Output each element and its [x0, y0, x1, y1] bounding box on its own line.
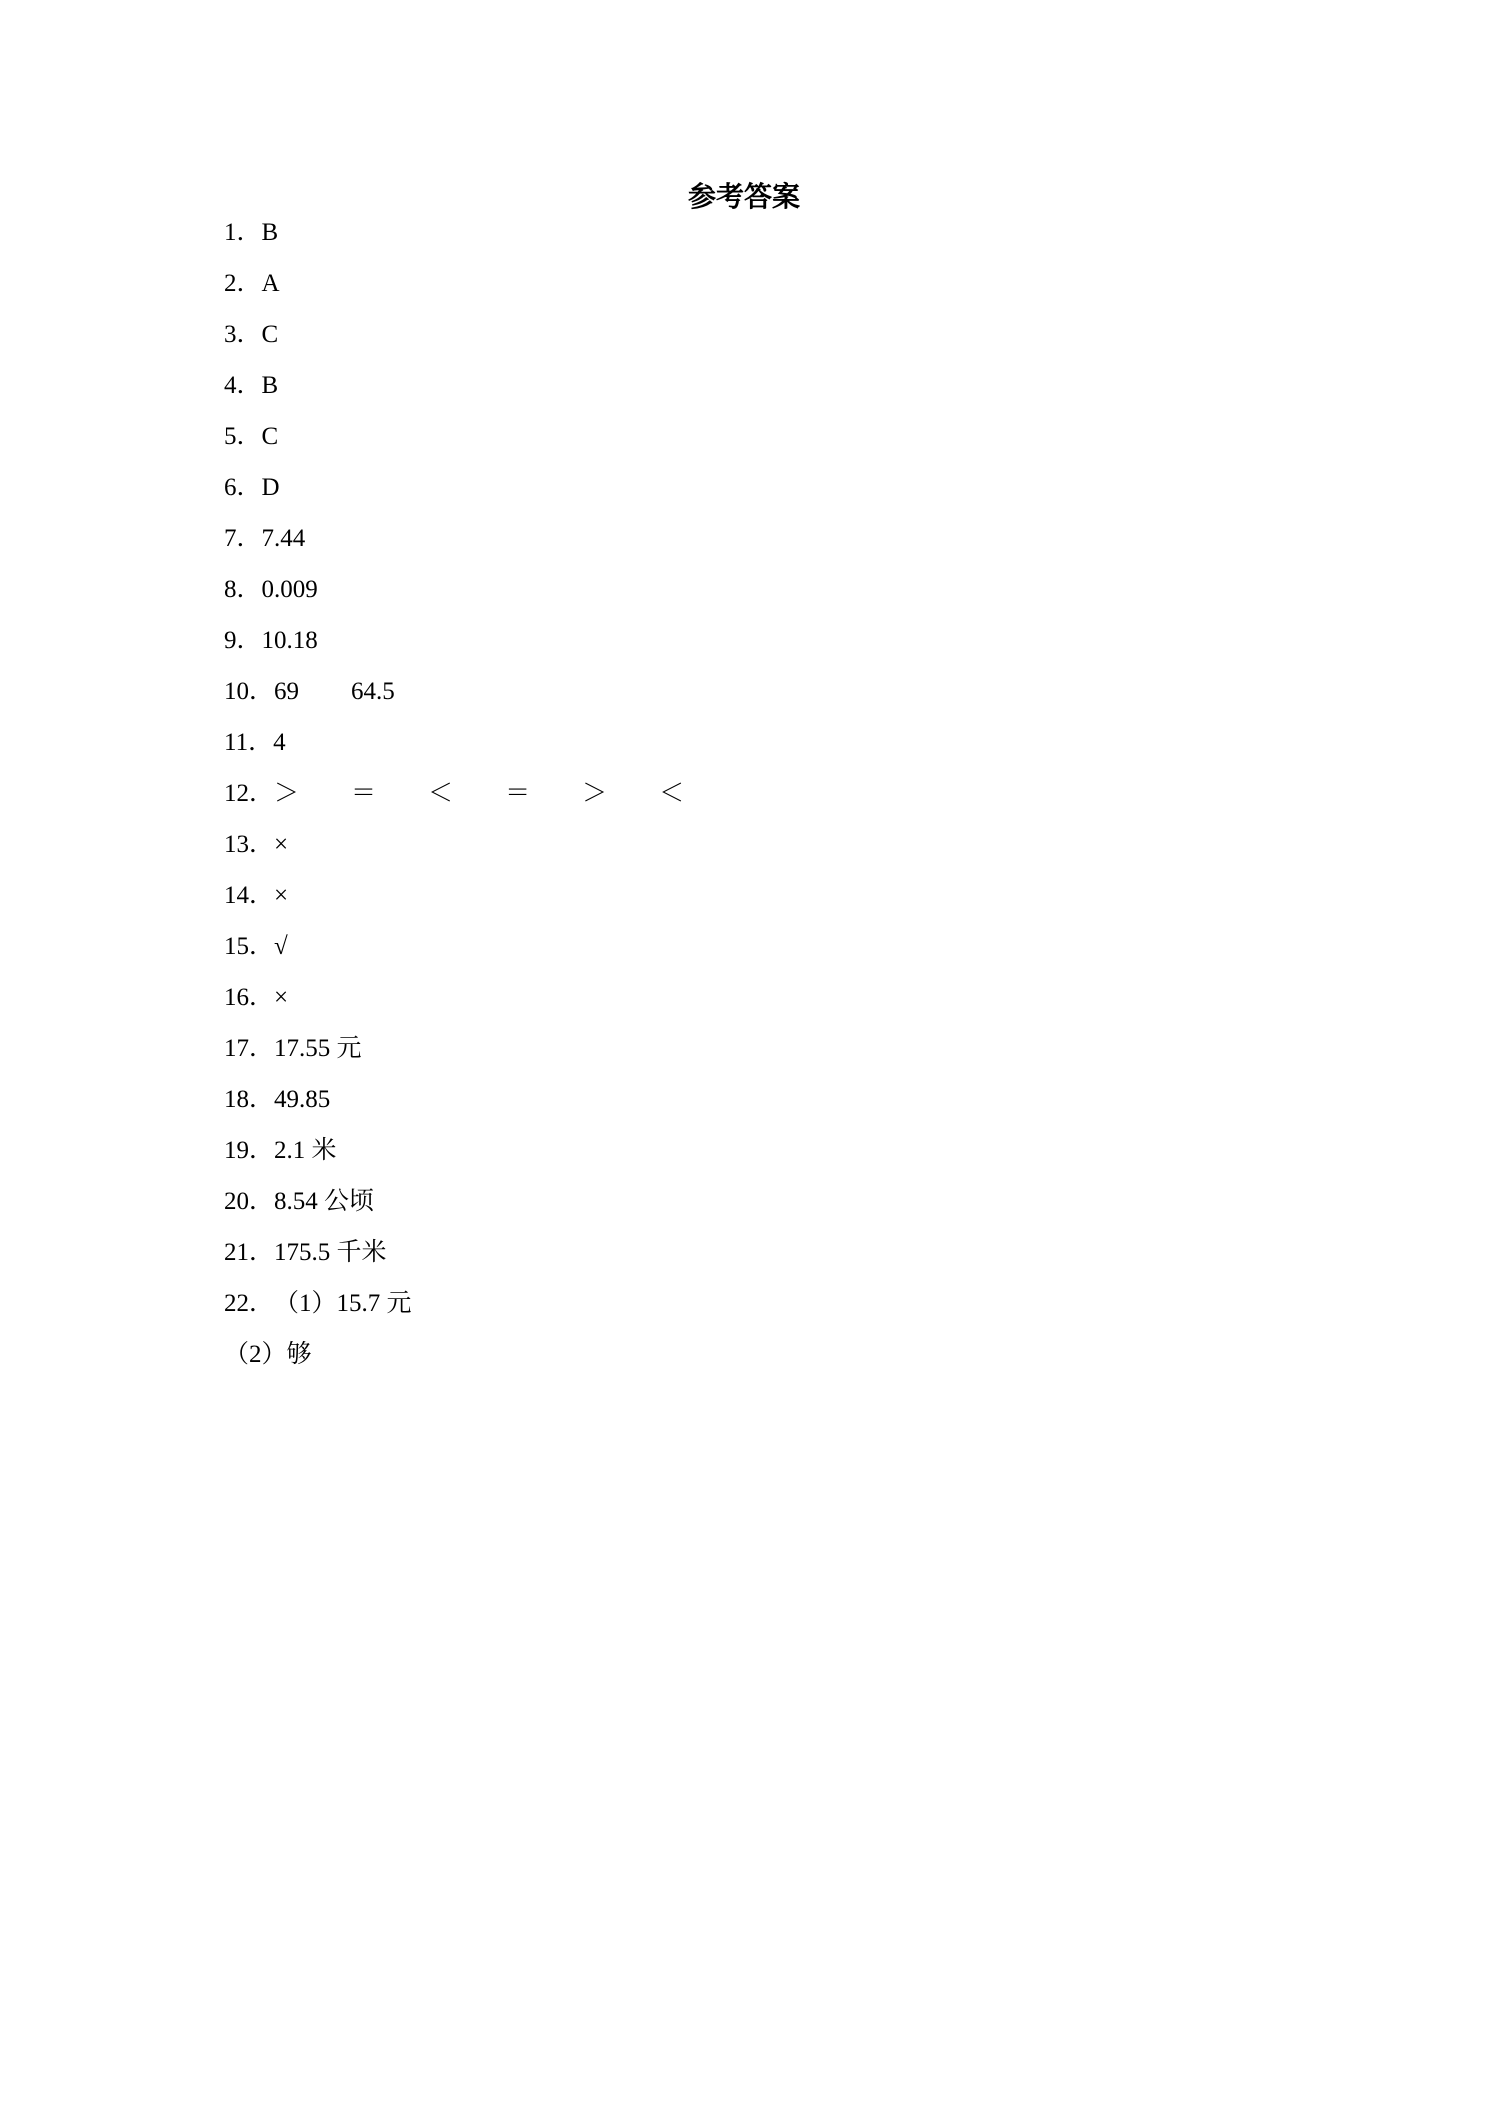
- answer-value: 49.85: [274, 1086, 331, 1113]
- answer-values: [274, 1188, 374, 1215]
- answer-line: [224, 927, 1324, 978]
- answer-values: [262, 270, 280, 297]
- answer-value: B: [261, 219, 279, 246]
- answer-value: ×: [274, 831, 289, 858]
- answer-line: [224, 825, 1324, 876]
- answer-number: 2．: [224, 270, 262, 297]
- answer-number: 4．: [224, 372, 262, 399]
- answer-line: [224, 621, 1324, 672]
- answer-line: [224, 570, 1324, 621]
- answer-line: [224, 315, 1324, 366]
- answer-values: [274, 1137, 337, 1164]
- answer-value: 10.18: [261, 627, 318, 654]
- answer-value: 0.009: [261, 576, 318, 603]
- answer-value: A: [261, 270, 280, 297]
- answer-line: [224, 1029, 1324, 1080]
- answer-number: 17．: [224, 1035, 275, 1062]
- answer-line: [224, 723, 1324, 774]
- answer-number: 5．: [224, 423, 262, 450]
- answer-value: ＝: [505, 780, 531, 807]
- answer-line: [224, 672, 1324, 723]
- answer-value: 4: [273, 729, 286, 756]
- answer-values: [262, 525, 306, 552]
- answer-number: 12．: [224, 780, 275, 807]
- answer-line: [224, 264, 1324, 315]
- answer-value: ＞: [274, 780, 300, 807]
- answer-values: [262, 372, 279, 399]
- answer-line: [224, 1080, 1324, 1131]
- answer-number: 13．: [224, 831, 275, 858]
- answer-value: ＜: [659, 780, 685, 807]
- answer-line: [224, 978, 1324, 1029]
- answer-number: 18．: [224, 1086, 275, 1113]
- answer-values: [274, 678, 395, 705]
- answer-values: [274, 831, 288, 858]
- answer-values: [224, 1341, 312, 1368]
- answer-line: [224, 1233, 1324, 1284]
- answer-number: 11．: [224, 729, 274, 756]
- answer-value: （1）15.7 元: [274, 1290, 412, 1317]
- answer-line: [224, 876, 1324, 927]
- answer-values: [274, 984, 288, 1011]
- answer-number: 14．: [224, 882, 275, 909]
- answer-line: [224, 213, 1324, 264]
- answer-value: ＞: [582, 780, 608, 807]
- answer-value: C: [261, 423, 279, 450]
- answer-values: [274, 1290, 412, 1317]
- answer-value: D: [261, 474, 280, 501]
- answer-line: [224, 774, 1324, 825]
- answer-value: 8.54 公顷: [274, 1188, 375, 1215]
- answer-value: ＜: [428, 780, 454, 807]
- answer-number: 1．: [224, 219, 262, 246]
- answer-line: [224, 366, 1324, 417]
- answer-value: √: [274, 933, 288, 960]
- answer-number: 8．: [224, 576, 262, 603]
- answer-values: [274, 933, 288, 960]
- answer-number: 9．: [224, 627, 262, 654]
- answer-number: 15．: [224, 933, 275, 960]
- answer-number: 22．: [224, 1290, 275, 1317]
- answer-values: [262, 219, 279, 246]
- answer-line: [224, 1335, 1324, 1386]
- answer-values: [262, 321, 279, 348]
- answer-values: [274, 780, 684, 807]
- answer-values: [262, 627, 318, 654]
- answer-value: 64.5: [351, 678, 395, 705]
- answer-value: B: [261, 372, 279, 399]
- answer-values: [262, 576, 318, 603]
- answer-value: （2）够: [224, 1341, 312, 1368]
- answer-number: 6．: [224, 474, 262, 501]
- answer-number: 19．: [224, 1137, 275, 1164]
- answer-value: ×: [274, 984, 289, 1011]
- answer-value: 17.55 元: [274, 1035, 362, 1062]
- answer-number: 10．: [224, 678, 275, 705]
- answer-value: C: [261, 321, 279, 348]
- answer-line: [224, 417, 1324, 468]
- answer-value: 175.5 千米: [274, 1239, 387, 1266]
- answer-value: ＝: [351, 780, 377, 807]
- answer-number: 3．: [224, 321, 262, 348]
- answer-line: [224, 519, 1324, 570]
- answer-value: 2.1 米: [274, 1137, 337, 1164]
- page-title: 参考答案: [687, 182, 800, 213]
- answer-values: [274, 1239, 387, 1266]
- answer-value: 69: [274, 678, 300, 705]
- answer-list: [224, 213, 1324, 1386]
- answer-number: 7．: [224, 525, 262, 552]
- answer-values: [273, 729, 286, 756]
- answer-number: 20．: [224, 1188, 275, 1215]
- answer-line: [224, 468, 1324, 519]
- answer-values: [274, 1035, 362, 1062]
- answer-values: [274, 1086, 330, 1113]
- answer-number: 21．: [224, 1239, 275, 1266]
- answer-line: [224, 1284, 1324, 1335]
- answer-values: [262, 423, 279, 450]
- answer-number: 16．: [224, 984, 275, 1011]
- answer-line: [224, 1131, 1324, 1182]
- answer-values: [274, 882, 288, 909]
- answer-value: ×: [274, 882, 289, 909]
- answer-values: [262, 474, 280, 501]
- answer-value: 7.44: [261, 525, 306, 552]
- answer-line: [224, 1182, 1324, 1233]
